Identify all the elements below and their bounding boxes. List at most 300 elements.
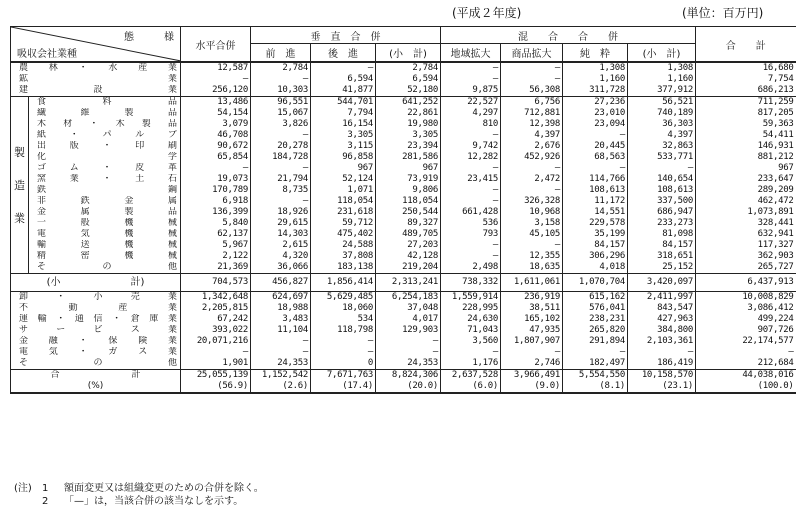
table-cell: 8,824,306 xyxy=(376,370,441,382)
table-cell: 136,399 xyxy=(181,207,251,218)
table-cell: — xyxy=(311,336,376,347)
table-cell: 18,060 xyxy=(311,303,376,314)
table-cell: 41,877 xyxy=(311,85,376,97)
table-cell: — xyxy=(501,347,563,358)
table-cell: 6,254,183 xyxy=(376,292,441,304)
table-cell: 233,647 xyxy=(696,174,796,185)
table-cell: — xyxy=(441,196,501,207)
table-row xyxy=(11,229,796,240)
table-cell: 1,308 xyxy=(628,62,696,74)
footnote: 2 「—」は，当該合併の該当なしを示す。 xyxy=(42,496,244,507)
table-row xyxy=(11,152,796,163)
col-vertical-subtotal: (小 計) xyxy=(376,44,441,62)
table-cell: 182,497 xyxy=(563,358,628,370)
table-cell: 20,278 xyxy=(251,141,311,152)
table-cell: 318,651 xyxy=(628,251,696,262)
table-cell: 2,746 xyxy=(501,358,563,370)
table-cell: 686,213 xyxy=(696,85,796,97)
table-cell: 3,420,097 xyxy=(628,274,696,292)
table-cell: 3,966,491 xyxy=(501,370,563,382)
table-cell: 3,826 xyxy=(251,119,311,130)
table-cell: 219,204 xyxy=(376,262,441,274)
table-row xyxy=(11,108,796,119)
table-cell: 3,560 xyxy=(441,336,501,347)
table-cell: 67,242 xyxy=(181,314,251,325)
table-row xyxy=(11,119,796,130)
table-cell: 238,231 xyxy=(563,314,628,325)
table-cell: 186,419 xyxy=(628,358,696,370)
table-cell: 393,022 xyxy=(181,325,251,336)
table-cell: 740,189 xyxy=(628,108,696,119)
table-cell: 686,947 xyxy=(628,207,696,218)
row-label: 金融・保険業 xyxy=(11,336,181,347)
merger-statistics-table xyxy=(10,26,796,394)
table-cell: 14,303 xyxy=(251,229,311,240)
table-cell: 24,353 xyxy=(376,358,441,370)
table-cell: 84,157 xyxy=(563,240,628,251)
table-cell: 1,160 xyxy=(628,74,696,85)
table-cell: 47,935 xyxy=(501,325,563,336)
table-cell: 27,203 xyxy=(376,240,441,251)
header-row-1 xyxy=(11,27,796,44)
table-cell: 140,654 xyxy=(628,174,696,185)
corner-header xyxy=(11,27,181,63)
table-cell: 1,856,414 xyxy=(311,274,376,292)
row-label: 食料品 xyxy=(29,97,181,109)
table-cell: (17.4) xyxy=(311,381,376,393)
col-backward: 後 進 xyxy=(311,44,376,62)
table-cell: 1,152,542 xyxy=(251,370,311,382)
table-row xyxy=(11,74,796,85)
table-cell: 377,912 xyxy=(628,85,696,97)
table-cell: — xyxy=(501,163,563,174)
table-row xyxy=(11,370,796,382)
table-cell: 19,073 xyxy=(181,174,251,185)
table-cell: 23,394 xyxy=(376,141,441,152)
row-label: 鉱業 xyxy=(11,74,181,85)
row-label: その他 xyxy=(11,358,181,370)
table-cell: 661,428 xyxy=(441,207,501,218)
table-cell: 289,209 xyxy=(696,185,796,196)
table-cell: 62,137 xyxy=(181,229,251,240)
table-cell: 228,995 xyxy=(441,303,501,314)
table-cell: 22,527 xyxy=(441,97,501,109)
table-cell: 544,701 xyxy=(311,97,376,109)
table-row xyxy=(11,130,796,141)
table-row xyxy=(11,174,796,185)
table-cell: 71,043 xyxy=(441,325,501,336)
row-label: 金属製品 xyxy=(29,207,181,218)
table-cell: 711,259 xyxy=(696,97,796,109)
table-cell: 1,611,061 xyxy=(501,274,563,292)
table-cell: 1,342,648 xyxy=(181,292,251,304)
table-cell: 22,174,577 xyxy=(696,336,796,347)
table-row xyxy=(11,292,796,304)
table-cell: 68,563 xyxy=(563,152,628,163)
col-total: 合 計 xyxy=(696,27,796,63)
table-cell: 265,820 xyxy=(563,325,628,336)
table-cell: 817,205 xyxy=(696,108,796,119)
table-cell: 59,712 xyxy=(311,218,376,229)
table-cell: 362,903 xyxy=(696,251,796,262)
table-cell: 624,697 xyxy=(251,292,311,304)
table-cell: 2,676 xyxy=(501,141,563,152)
table-cell: 42,128 xyxy=(376,251,441,262)
table-cell: 37,808 xyxy=(311,251,376,262)
table-cell: — xyxy=(311,347,376,358)
table-cell: 311,728 xyxy=(563,85,628,97)
table-cell: — xyxy=(563,347,628,358)
table-cell: 12,282 xyxy=(441,152,501,163)
col-product: 商品拡大 xyxy=(501,44,563,62)
table-cell: — xyxy=(251,336,311,347)
table-cell: (8.1) xyxy=(563,381,628,393)
table-row xyxy=(11,325,796,336)
table-cell: 2,784 xyxy=(376,62,441,74)
table-cell: 641,252 xyxy=(376,97,441,109)
table-cell: 2,637,528 xyxy=(441,370,501,382)
table-cell: (100.0) xyxy=(696,381,796,393)
table-cell: — xyxy=(376,336,441,347)
table-cell: 9,806 xyxy=(376,185,441,196)
table-cell: 793 xyxy=(441,229,501,240)
table-cell: — xyxy=(311,62,376,74)
table-cell: 46,708 xyxy=(181,130,251,141)
table-cell: 6,594 xyxy=(376,74,441,85)
table-cell: 236,919 xyxy=(501,292,563,304)
row-label: 不動産業 xyxy=(11,303,181,314)
row-label: 出版・印刷 xyxy=(29,141,181,152)
row-label: 一般機械 xyxy=(29,218,181,229)
table-cell: 4,018 xyxy=(563,262,628,274)
corner-bottom-label: 吸収会社業種 xyxy=(17,49,77,60)
row-label: 輸送機械 xyxy=(29,240,181,251)
table-cell: 7,754 xyxy=(696,74,796,85)
table-cell: 22,861 xyxy=(376,108,441,119)
table-cell: 12,355 xyxy=(501,251,563,262)
table-cell: 967 xyxy=(376,163,441,174)
table-cell: 281,586 xyxy=(376,152,441,163)
row-label: 精密機械 xyxy=(29,251,181,262)
table-cell: 108,613 xyxy=(628,185,696,196)
table-cell: (2.6) xyxy=(251,381,311,393)
table-cell: 12,587 xyxy=(181,62,251,74)
table-cell: 231,618 xyxy=(311,207,376,218)
table-cell: 2,784 xyxy=(251,62,311,74)
table-cell: — xyxy=(441,251,501,262)
table-cell: — xyxy=(696,347,796,358)
table-cell: 118,054 xyxy=(311,196,376,207)
table-cell: 9,742 xyxy=(441,141,501,152)
table-cell: 250,544 xyxy=(376,207,441,218)
subtotal-row xyxy=(11,274,796,292)
table-cell: 576,041 xyxy=(563,303,628,314)
table-cell: 11,172 xyxy=(563,196,628,207)
table-cell: 73,919 xyxy=(376,174,441,185)
table-cell: 36,066 xyxy=(251,262,311,274)
table-cell: 3,086,412 xyxy=(696,303,796,314)
table-cell: 54,154 xyxy=(181,108,251,119)
table-cell: 5,840 xyxy=(181,218,251,229)
table-cell: 23,415 xyxy=(441,174,501,185)
table-row xyxy=(11,141,796,152)
table-cell: 1,070,704 xyxy=(563,274,628,292)
table-cell: 184,728 xyxy=(251,152,311,163)
table-row xyxy=(11,185,796,196)
table-cell: 427,963 xyxy=(628,314,696,325)
table-cell: 118,054 xyxy=(376,196,441,207)
table-cell: 10,303 xyxy=(251,85,311,97)
table-row xyxy=(11,196,796,207)
table-cell: 499,224 xyxy=(696,314,796,325)
table-cell: 59,363 xyxy=(696,119,796,130)
table-cell: 233,273 xyxy=(628,218,696,229)
table-cell: 84,157 xyxy=(628,240,696,251)
table-row xyxy=(11,85,796,97)
row-label: 木材・木製品 xyxy=(29,119,181,130)
table-cell: 23,010 xyxy=(563,108,628,119)
table-cell: — xyxy=(441,62,501,74)
table-cell: 15,067 xyxy=(251,108,311,119)
table-cell: — xyxy=(441,185,501,196)
table-cell: 21,794 xyxy=(251,174,311,185)
table-cell: 32,863 xyxy=(628,141,696,152)
footnote: (注) 1 額面変更又は組織変更のための合併を除く。 xyxy=(14,483,264,494)
col-mixed-subtotal: (小 計) xyxy=(628,44,696,62)
row-label: 紙・パルプ xyxy=(29,130,181,141)
table-cell: (56.9) xyxy=(181,381,251,393)
table-cell: 738,332 xyxy=(441,274,501,292)
table-cell: 65,854 xyxy=(181,152,251,163)
table-cell: — xyxy=(251,347,311,358)
row-label: 化学 xyxy=(29,152,181,163)
table-cell: 90,672 xyxy=(181,141,251,152)
table-cell: — xyxy=(251,163,311,174)
table-cell: 170,789 xyxy=(181,185,251,196)
table-cell: 462,472 xyxy=(696,196,796,207)
table-cell: 1,308 xyxy=(563,62,628,74)
table-cell: 3,158 xyxy=(501,218,563,229)
table-cell: 29,615 xyxy=(251,218,311,229)
table-cell: 2,103,361 xyxy=(628,336,696,347)
table-cell: 6,918 xyxy=(181,196,251,207)
table-cell: 536 xyxy=(441,218,501,229)
table-cell: 615,162 xyxy=(563,292,628,304)
unit-label: (単位：百万円) xyxy=(682,6,764,20)
table-cell: 306,296 xyxy=(563,251,628,262)
table-cell: 38,511 xyxy=(501,303,563,314)
table-cell: — xyxy=(251,74,311,85)
table-cell: — xyxy=(181,347,251,358)
table-cell: 4,397 xyxy=(628,130,696,141)
row-label: その他 xyxy=(29,262,181,274)
row-label: サービス業 xyxy=(11,325,181,336)
table-cell: 183,138 xyxy=(311,262,376,274)
table-cell: 1,901 xyxy=(181,358,251,370)
table-cell: (20.0) xyxy=(376,381,441,393)
table-cell: 475,402 xyxy=(311,229,376,240)
group-vertical: 垂 直 合 併 xyxy=(251,27,441,44)
table-row xyxy=(11,62,796,74)
table-cell: 1,559,914 xyxy=(441,292,501,304)
table-cell: 3,305 xyxy=(311,130,376,141)
table-cell: 89,327 xyxy=(376,218,441,229)
table-cell: 4,320 xyxy=(251,251,311,262)
table-cell: 907,726 xyxy=(696,325,796,336)
table-cell: 16,680 xyxy=(696,62,796,74)
table-cell: 2,615 xyxy=(251,240,311,251)
table-cell: 1,071 xyxy=(311,185,376,196)
table-cell: 44,038,016 xyxy=(696,370,796,382)
table-cell: 712,881 xyxy=(501,108,563,119)
row-label: (%) xyxy=(11,381,181,393)
table-cell: 27,236 xyxy=(563,97,628,109)
table-cell: 384,800 xyxy=(628,325,696,336)
table-cell: 328,441 xyxy=(696,218,796,229)
table-cell: 12,398 xyxy=(501,119,563,130)
table-cell: 54,411 xyxy=(696,130,796,141)
table-cell: 8,735 xyxy=(251,185,311,196)
table-cell: 3,483 xyxy=(251,314,311,325)
table-cell: 118,798 xyxy=(311,325,376,336)
table-row xyxy=(11,97,796,109)
table-cell: 10,008,829 xyxy=(696,292,796,304)
table-cell: 52,180 xyxy=(376,85,441,97)
table-cell: — xyxy=(251,130,311,141)
col-regional: 地域拡大 xyxy=(441,44,501,62)
row-label: (小 計) xyxy=(11,274,181,292)
row-label: 合 計 xyxy=(11,370,181,382)
table-cell: 291,894 xyxy=(563,336,628,347)
table-cell: 18,635 xyxy=(501,262,563,274)
group-mixed: 混 合 合 併 xyxy=(441,27,696,44)
table-cell: 35,199 xyxy=(563,229,628,240)
table-cell: 881,212 xyxy=(696,152,796,163)
table-row xyxy=(11,314,796,325)
table-cell: 56,308 xyxy=(501,85,563,97)
table-cell: 212,684 xyxy=(696,358,796,370)
footnotes xyxy=(14,482,264,508)
table-cell: 96,858 xyxy=(311,152,376,163)
manufacturing-group-label: 製 造 業 xyxy=(11,97,29,274)
table-cell: 37,048 xyxy=(376,303,441,314)
table-cell: 18,926 xyxy=(251,207,311,218)
table-cell: 452,926 xyxy=(501,152,563,163)
table-cell: 256,120 xyxy=(181,85,251,97)
table-cell: 21,369 xyxy=(181,262,251,274)
table-cell: 10,158,570 xyxy=(628,370,696,382)
row-label: 電気・ガス業 xyxy=(11,347,181,358)
table-cell: 36,303 xyxy=(628,119,696,130)
table-cell: 16,154 xyxy=(311,119,376,130)
table-cell: 337,500 xyxy=(628,196,696,207)
table-cell: 165,102 xyxy=(501,314,563,325)
table-cell: — xyxy=(441,240,501,251)
table-cell: 326,328 xyxy=(501,196,563,207)
table-cell: 18,988 xyxy=(251,303,311,314)
col-forward: 前 進 xyxy=(251,44,311,62)
table-cell: 1,073,891 xyxy=(696,207,796,218)
table-cell: 13,486 xyxy=(181,97,251,109)
table-cell: 1,176 xyxy=(441,358,501,370)
table-row xyxy=(11,163,796,174)
table-cell: 25,055,139 xyxy=(181,370,251,382)
row-label: 農林・水産業 xyxy=(11,62,181,74)
table-cell: 20,445 xyxy=(563,141,628,152)
table-row xyxy=(11,251,796,262)
table-cell: 3,115 xyxy=(311,141,376,152)
table-cell: — xyxy=(501,62,563,74)
table-cell: 2,313,241 xyxy=(376,274,441,292)
table-cell: 2,411,997 xyxy=(628,292,696,304)
table-cell: — xyxy=(628,347,696,358)
table-cell: — xyxy=(181,163,251,174)
table-cell: 2,122 xyxy=(181,251,251,262)
table-cell: 4,017 xyxy=(376,314,441,325)
table-row xyxy=(11,262,796,274)
row-label: 卸・小売業 xyxy=(11,292,181,304)
table-cell: 23,094 xyxy=(563,119,628,130)
table-cell: 9,875 xyxy=(441,85,501,97)
table-cell: 489,705 xyxy=(376,229,441,240)
table-row xyxy=(11,303,796,314)
table-cell: — xyxy=(441,74,501,85)
table-row xyxy=(11,358,796,370)
table-cell: 2,498 xyxy=(441,262,501,274)
table-cell: 4,397 xyxy=(501,130,563,141)
table-cell: 1,160 xyxy=(563,74,628,85)
table-cell: (9.0) xyxy=(501,381,563,393)
table-cell: 96,551 xyxy=(251,97,311,109)
table-row xyxy=(11,381,796,393)
table-cell: 265,727 xyxy=(696,262,796,274)
table-cell: — xyxy=(441,130,501,141)
table-cell: 5,967 xyxy=(181,240,251,251)
row-label: 窯業・土石 xyxy=(29,174,181,185)
table-row xyxy=(11,207,796,218)
table-cell: 810 xyxy=(441,119,501,130)
table-cell: 14,551 xyxy=(563,207,628,218)
table-cell: — xyxy=(563,130,628,141)
table-cell: 81,098 xyxy=(628,229,696,240)
table-cell: 6,756 xyxy=(501,97,563,109)
table-cell: — xyxy=(441,163,501,174)
table-cell: 7,794 xyxy=(311,108,376,119)
table-cell: 5,554,550 xyxy=(563,370,628,382)
table-cell: 146,931 xyxy=(696,141,796,152)
table-cell: — xyxy=(501,185,563,196)
table-cell: 533,771 xyxy=(628,152,696,163)
table-row xyxy=(11,336,796,347)
col-pure: 純 粋 xyxy=(563,44,628,62)
table-row xyxy=(11,218,796,229)
row-label: 運輸・通信・倉庫業 xyxy=(11,314,181,325)
corner-top-label: 態 様 xyxy=(124,32,174,43)
table-cell: 117,327 xyxy=(696,240,796,251)
table-cell: — xyxy=(181,74,251,85)
table-cell: 114,766 xyxy=(563,174,628,185)
row-label: 非鉄金属 xyxy=(29,196,181,207)
table-cell: 24,588 xyxy=(311,240,376,251)
table-cell: 3,305 xyxy=(376,130,441,141)
table-cell: 4,297 xyxy=(441,108,501,119)
row-label: 鉄鋼 xyxy=(29,185,181,196)
table-cell: 108,613 xyxy=(563,185,628,196)
row-label: 建設業 xyxy=(11,85,181,97)
table-cell: 24,353 xyxy=(251,358,311,370)
table-cell: 456,827 xyxy=(251,274,311,292)
table-cell: 52,124 xyxy=(311,174,376,185)
